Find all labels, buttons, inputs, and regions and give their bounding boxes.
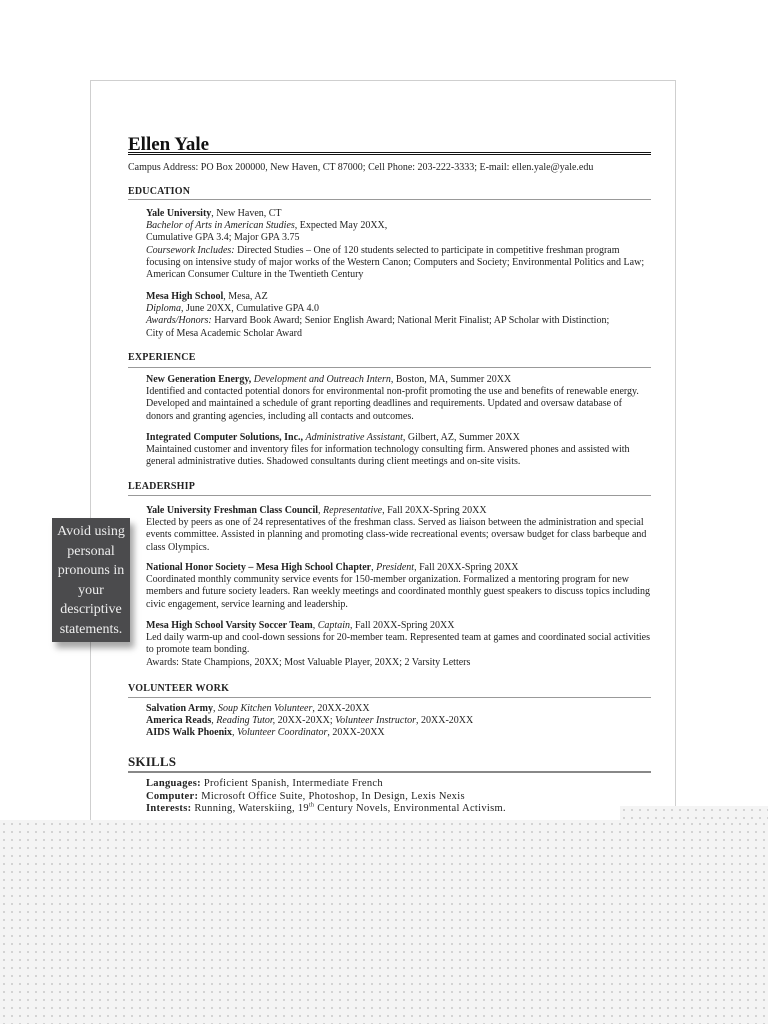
degree: Diploma (146, 303, 181, 315)
education-mesa (146, 291, 616, 340)
awards: Harvard Book Award; Senior English Award; National Merit Finalist; AP Scholar with Distinction; City of Mesa Academic Scholar Award (146, 315, 610, 339)
leadership-heading: LEADERSHIP (128, 481, 196, 492)
role: President (376, 562, 415, 573)
awards-label: Awards/Honors: (146, 315, 212, 327)
dates: , 20XX-20XX (327, 727, 385, 739)
volunteer-list (146, 703, 651, 740)
leadership-divider (128, 495, 651, 496)
gpa: Cumulative GPA 3.4; Major GPA 3.75 (146, 232, 300, 244)
computer-label: Computer: (146, 790, 199, 802)
org: AIDS Walk Phoenix (146, 727, 232, 739)
interests: Running, Waterskiing, 19 (191, 803, 309, 814)
experience-item (146, 374, 646, 423)
education-yale (146, 208, 646, 281)
resume-name: Ellen Yale (128, 134, 210, 155)
description: Maintained customer and inventory files for information technology consulting firm. Answered phones and assisted with general administrative duties. Shadowed consultants during client meetings and on-site visits. (146, 444, 630, 468)
org: Mesa High School Varsity Soccer Team (146, 620, 313, 631)
education-heading: EDUCATION (128, 186, 191, 197)
role: Representative (323, 505, 383, 516)
coursework-label: Coursework Includes: (146, 244, 235, 256)
org: America Reads (146, 715, 212, 727)
dates: , Fall 20XX-Spring 20XX (382, 505, 487, 516)
school-location: , New Haven, CT (211, 208, 282, 219)
role: Reading Tutor, (216, 715, 276, 727)
languages-label: Languages: (146, 778, 201, 789)
leadership-item: National Honor Society – Mesa High School Chapter, President, Fall 20XX-Spring 20XX Coordinated monthly community service events for 150-member organization. Formalized a mentoring program for new members and future society leaders. Ran weekly meetings and coordinated monthly guest speakers to discuss topics including civic engagement, service learning and leadership. (146, 562, 651, 610)
interests: Century Novels, Environmental Activism. (314, 803, 506, 814)
languages: Proficient Spanish, Intermediate French (200, 778, 383, 789)
role: Captain (317, 620, 350, 631)
role: Development and Outreach Intern (253, 374, 391, 385)
degree: Bachelor of Arts in American Studies (146, 220, 295, 232)
org: Salvation Army (146, 703, 213, 714)
dates: , Fall 20XX-Spring 20XX (350, 620, 455, 631)
volunteer-divider (128, 697, 651, 698)
description: Elected by peers as one of 24 representatives of the freshman class. Served as liaison between the administration and special events committee. Assisted in planning and promoting class-wide recreational events; oversaw budget for class barbeque and class Olympics. (146, 517, 647, 553)
experience-item (146, 432, 646, 469)
superscript: th (308, 802, 315, 809)
tip-callout: Avoid using personal pronouns in your descriptive statements. (52, 518, 130, 642)
education-divider (128, 199, 651, 200)
school-name: Yale University (146, 208, 212, 219)
org: National Honor Society – Mesa High School Chapter (146, 562, 372, 573)
sep: , (211, 715, 217, 727)
volunteer-heading: VOLUNTEER WORK (128, 683, 230, 694)
dotted-overlay (0, 820, 768, 1024)
description: Identified and contacted potential donors for environmental non-profit promoting the use and benefits of renewable energy. Developed and maintained a schedule of grant reporting deadlines and requirements. Updated and oversaw database of donors and granting agencies, including all contacts and outcomes. (146, 386, 639, 422)
degree-date: , Expected May 20XX, (294, 220, 388, 232)
skills-heading: SKILLS (128, 754, 177, 769)
dates: 20XX-20XX; (275, 715, 336, 727)
description: Coordinated monthly community service events for 150-member organization. Formalized a mentoring program for new members and future society leaders. Ran weekly meetings and coordinated monthly guest speakers to discuss topics including civic engagement, service learning and leadership. (146, 574, 651, 610)
sep: , (212, 703, 218, 714)
dates: , 20XX-20XX (312, 703, 370, 714)
coursework: Directed Studies – One of 120 students selected to participate in competitive freshman program focusing on intensive study of major works of the Western Canon; Computers and Society; Environmental Politics and Law; American Consumer Culture in the Twentieth Century (146, 244, 645, 281)
experience-heading: EXPERIENCE (128, 352, 196, 363)
role: Volunteer Instructor (335, 715, 416, 727)
computer-skills: Microsoft Office Suite, Photoshop, In Design, Lexis Nexis (198, 790, 465, 802)
name-divider (128, 152, 651, 155)
leadership-item: Mesa High School Varsity Soccer Team, Captain, Fall 20XX-Spring 20XX Led daily warm-up and cool-down sessions for 20-member team. Represented team at games and coordinated social activities to promote team bonding. Awards: State Champions, 20XX; Most Valuable Player, 20XX; 2 Varsity Letters (146, 620, 651, 668)
dates: , Gilbert, AZ, Summer 20XX (402, 432, 520, 443)
interests-label: Interests: (146, 803, 192, 814)
dates: , Fall 20XX-Spring 20XX (414, 562, 519, 573)
dates: , 20XX-20XX (416, 715, 474, 727)
skills-divider (128, 771, 651, 773)
contact-line: Campus Address: PO Box 200000, New Haven, CT 87000; Cell Phone: 203-222-3333; E-mail: ellen.yale@yale.edu (128, 162, 594, 173)
skills-list (146, 778, 506, 816)
degree-date: , June 20XX, Cumulative GPA 4.0 (181, 303, 319, 315)
org: Yale University Freshman Class Council (146, 505, 319, 516)
school-location: , Mesa, AZ (223, 291, 268, 302)
org: Integrated Computer Solutions, Inc., (146, 432, 304, 443)
sep: , (231, 727, 237, 739)
dotted-overlay (620, 806, 768, 820)
role: Soup Kitchen Volunteer (217, 703, 313, 714)
leadership-item: Yale University Freshman Class Council, Representative, Fall 20XX-Spring 20XX Elected by peers as one of 24 representatives of the freshman class. Served as liaison between the administration and special events committee. Assisted in planning and promoting class-wide recreational events; oversaw budget for class barbeque and class Olympics. (146, 505, 651, 554)
role: Volunteer Coordinator (236, 727, 328, 739)
org: New Generation Energy, (146, 374, 252, 385)
awards: Awards: State Champions, 20XX; Most Valuable Player, 20XX; 2 Varsity Letters (146, 656, 471, 668)
description: Led daily warm-up and cool-down sessions for 20-member team. Represented team at games and coordinated social activities to promote team bonding. (146, 632, 651, 656)
school-name: Mesa High School (146, 291, 224, 302)
dates: , Boston, MA, Summer 20XX (390, 374, 512, 385)
role: Administrative Assistant (305, 432, 403, 443)
experience-divider (128, 367, 651, 368)
